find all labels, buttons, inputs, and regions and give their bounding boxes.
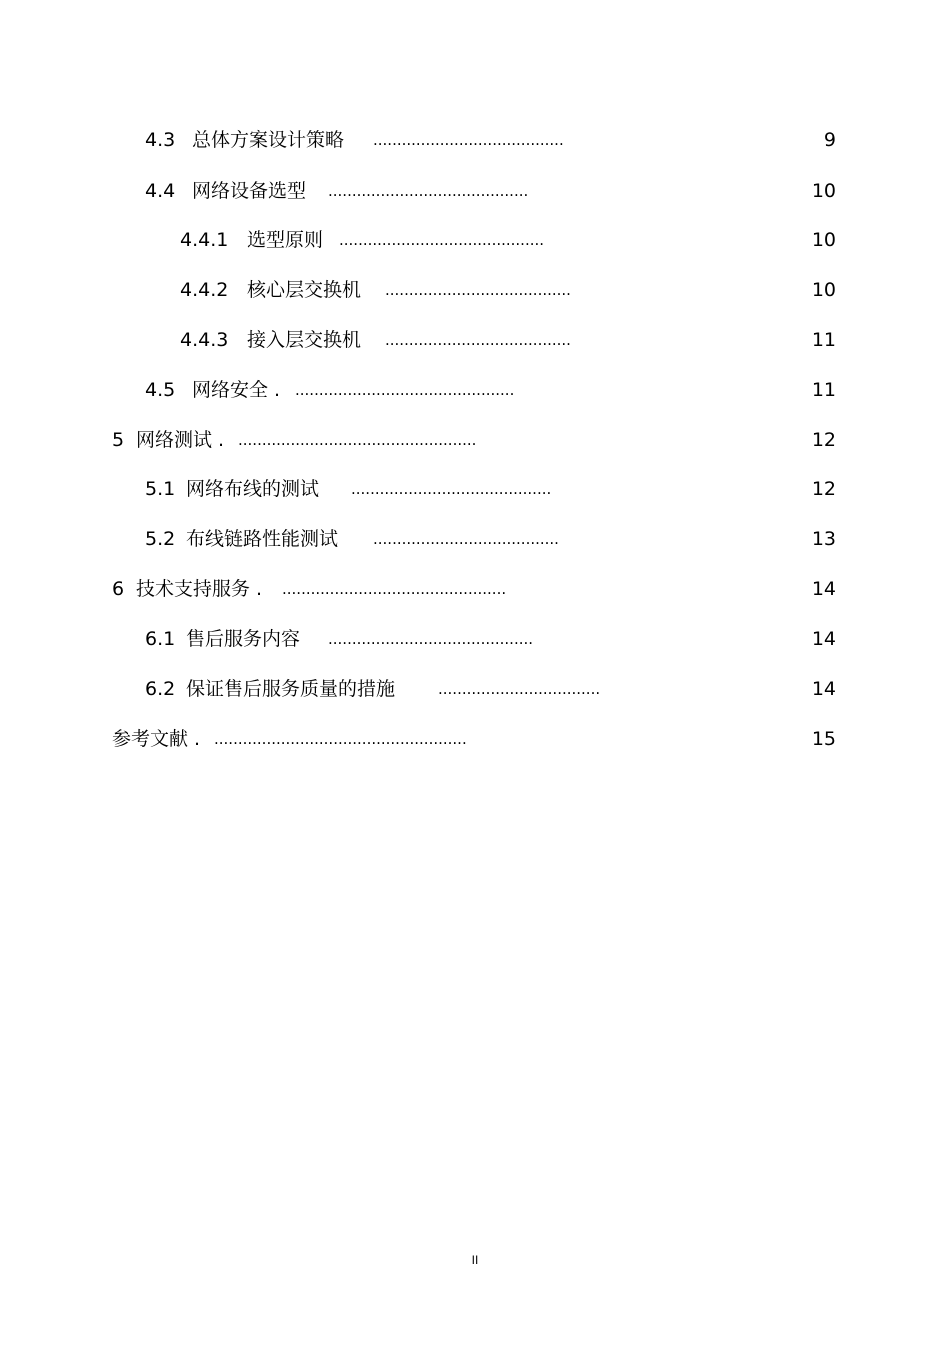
toc-page-number: 12 <box>811 429 836 451</box>
toc-title: 技术支持服务 . <box>136 578 263 600</box>
toc-page-number: 15 <box>811 728 836 750</box>
toc-page-number: 10 <box>811 180 836 202</box>
toc-page-number: 12 <box>811 478 836 500</box>
toc-leader-dots: .......................................... <box>351 480 552 498</box>
toc-number: 4.4.2 <box>180 279 229 301</box>
toc-title: 网络设备选型 <box>192 180 307 202</box>
toc-page-number: 14 <box>811 628 836 650</box>
toc-number: 6.2 <box>145 678 176 700</box>
toc-entry[interactable] <box>0 425 950 455</box>
toc-number: 4.5 <box>145 379 176 401</box>
toc-title: 布线链路性能测试 <box>186 528 339 550</box>
toc-page-number: 11 <box>811 329 836 351</box>
toc-page-number: 10 <box>811 279 836 301</box>
toc-entry[interactable] <box>0 574 950 604</box>
toc-number: 5.2 <box>145 528 176 550</box>
toc-leader-dots: .............................................. <box>295 381 515 399</box>
toc-number: 4.3 <box>145 129 176 151</box>
toc-number: 4.4.3 <box>180 329 229 351</box>
toc-leader-dots: ....................................... <box>385 281 571 299</box>
toc-title: 网络布线的测试 <box>186 478 320 500</box>
toc-page-number: 10 <box>811 229 836 251</box>
toc-entry[interactable] <box>0 225 950 255</box>
toc-number: 4.4 <box>145 180 176 202</box>
toc-entry[interactable] <box>0 375 950 405</box>
toc-entry[interactable] <box>0 474 950 504</box>
toc-entry[interactable] <box>0 125 950 155</box>
toc-leader-dots: ............................................... <box>282 580 507 598</box>
toc-entry[interactable] <box>0 624 950 654</box>
toc-leader-dots: ....................................... <box>373 530 559 548</box>
toc-entry[interactable] <box>0 275 950 305</box>
toc-entry[interactable] <box>0 325 950 355</box>
toc-page-number: 13 <box>811 528 836 550</box>
toc-page-number: 14 <box>811 678 836 700</box>
toc-title: 接入层交换机 <box>247 329 362 351</box>
toc-page-number: 9 <box>823 129 836 151</box>
toc-title: 总体方案设计策略 <box>192 129 345 151</box>
toc-page-number: 14 <box>811 578 836 600</box>
page-footer-number: II <box>471 1253 479 1267</box>
toc-entry[interactable] <box>0 176 950 206</box>
toc-leader-dots: .................................. <box>438 680 601 698</box>
toc-leader-dots: ........................................... <box>328 630 534 648</box>
toc-entry[interactable] <box>0 524 950 554</box>
toc-entry[interactable] <box>0 724 950 754</box>
toc-leader-dots: ....................................... <box>385 331 571 349</box>
toc-leader-dots: .................................................. <box>238 431 477 449</box>
toc-page-number: 11 <box>811 379 836 401</box>
toc-title: 选型原则 <box>247 229 324 251</box>
toc-leader-dots: ........................................... <box>339 231 545 249</box>
toc-title: 参考文献 . <box>112 728 201 750</box>
toc-number: 6.1 <box>145 628 176 650</box>
toc-title: 网络安全 . <box>192 379 281 401</box>
toc-title: 保证售后服务质量的措施 <box>186 678 396 700</box>
toc-leader-dots: ..................................................... <box>214 730 467 748</box>
toc-entry[interactable] <box>0 674 950 704</box>
toc-leader-dots: ........................................ <box>373 131 564 149</box>
toc-leader-dots: .......................................... <box>328 182 529 200</box>
toc-title: 网络测试 . <box>136 429 225 451</box>
toc-title: 核心层交换机 <box>247 279 362 301</box>
toc-title: 售后服务内容 <box>186 628 301 650</box>
toc-number: 4.4.1 <box>180 229 229 251</box>
toc-number: 6 <box>112 578 125 600</box>
toc-number: 5.1 <box>145 478 176 500</box>
toc-number: 5 <box>112 429 125 451</box>
